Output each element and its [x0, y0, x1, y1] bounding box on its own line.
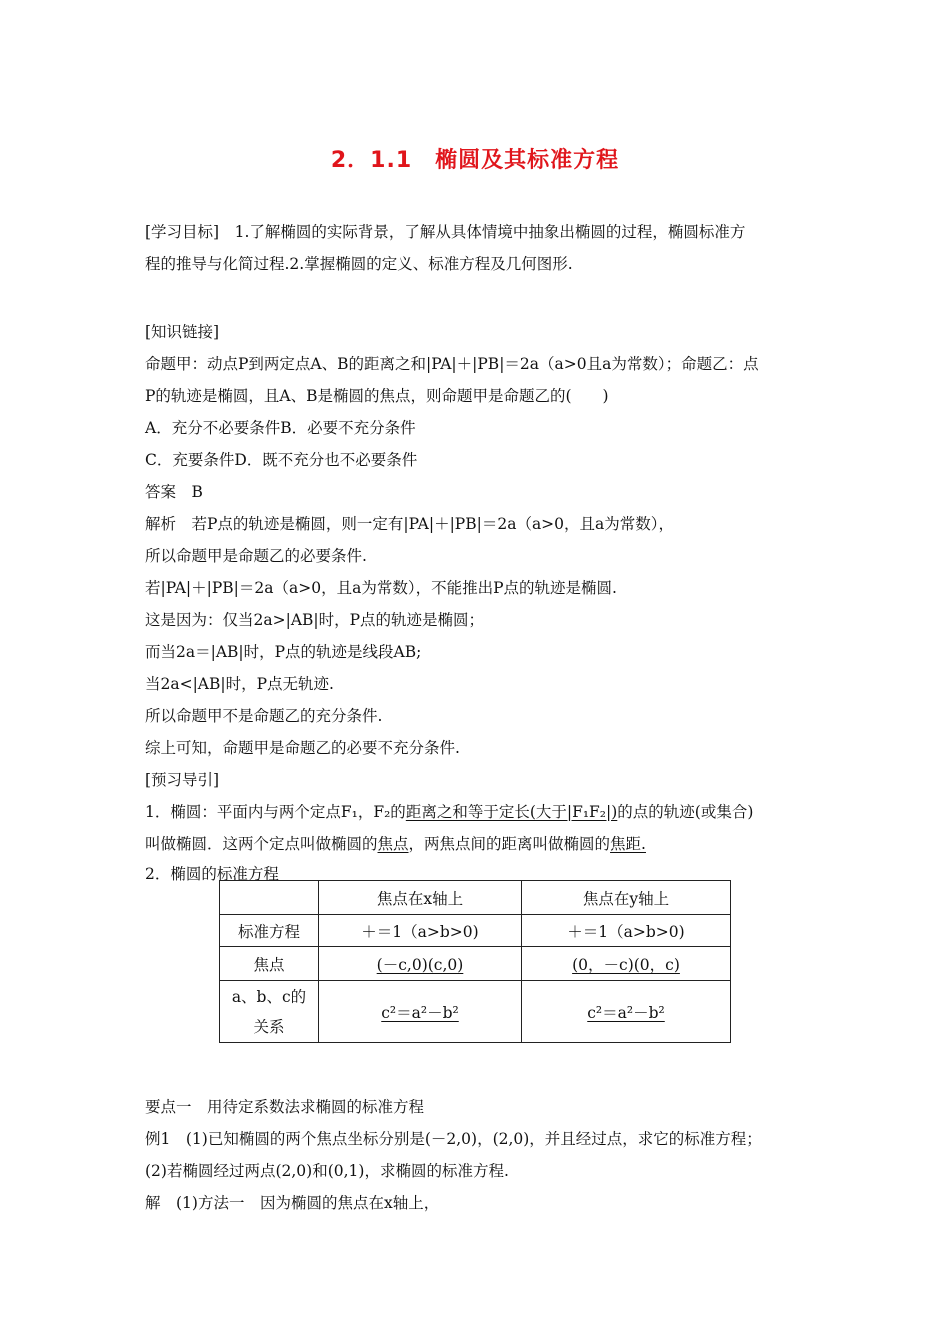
equation-y: ＋＝1（a>b>0)	[522, 915, 731, 947]
example-line-2: (2)若椭圆经过两点(2,0)和(0,1)，求椭圆的标准方程.	[145, 1162, 509, 1180]
preview-line-1	[145, 802, 753, 822]
keypoint-header: 要点一 用待定系数法求椭圆的标准方程	[145, 1098, 425, 1116]
analysis-line-7: 所以命题甲不是命题乙的充分条件.	[145, 707, 383, 725]
row-label-equation: 标准方程	[220, 915, 319, 947]
answer-line: 答案 B	[145, 483, 203, 501]
preview-header: [预习导引]	[145, 771, 220, 789]
options-cd: C．充要条件D．既不充分也不必要条件	[145, 451, 418, 469]
preview-text: ，两焦点间的距离叫做椭圆的	[408, 835, 611, 853]
relation-label-line-2: 关系	[253, 1017, 285, 1036]
relation-x-value: c²＝a²－b²	[381, 1003, 459, 1022]
equation-x: ＋＝1（a>b>0)	[319, 915, 522, 947]
focal-distance-blank: 焦距.	[610, 835, 646, 853]
definition-blank: 距离之和等于定长(大于|F₁F₂|)	[405, 803, 618, 821]
relation-x	[319, 981, 522, 1043]
knowledge-header: [知识链接]	[145, 323, 220, 341]
analysis-line-5: 而当2a＝|AB|时，P点的轨迹是线段AB;	[145, 643, 422, 661]
objectives-line-1: [学习目标] 1.了解椭圆的实际背景，了解从具体情境中抽象出椭圆的过程，椭圆标准方	[145, 223, 746, 241]
table-header-x: 焦点在x轴上	[319, 881, 522, 915]
row-label-relation	[220, 981, 319, 1043]
question-line-2: P的轨迹是椭圆，且A、B是椭圆的焦点，则命题甲是命题乙的( )	[145, 387, 609, 405]
analysis-line-1: 解析 若P点的轨迹是椭圆，则一定有|PA|＋|PB|＝2a（a>0，且a为常数），	[145, 515, 675, 533]
preview-text: 的点的轨迹(或集合)	[617, 803, 754, 821]
objectives-line-2: 程的推导与化简过程.2.掌握椭圆的定义、标准方程及几何图形.	[145, 255, 573, 273]
focus-blank: 焦点	[377, 835, 409, 853]
analysis-line-4: 这是因为：仅当2a>|AB|时，P点的轨迹是椭圆；	[145, 611, 485, 629]
preview-text: 叫做椭圆．这两个定点叫做椭圆的	[145, 835, 378, 853]
solution-line-1: 解 (1)方法一 因为椭圆的焦点在x轴上，	[145, 1194, 440, 1212]
analysis-line-8: 综上可知，命题甲是命题乙的必要不充分条件.	[145, 739, 460, 757]
row-label-foci: 焦点	[220, 947, 319, 981]
options-ab: A．充分不必要条件B．必要不充分条件	[145, 419, 416, 437]
table-corner-cell	[220, 881, 319, 915]
foci-y	[522, 947, 731, 981]
foci-x-value: (－c,0)(c,0)	[376, 955, 464, 974]
analysis-line-6: 当2a<|AB|时，P点无轨迹.	[145, 675, 334, 693]
analysis-line-2: 所以命题甲是命题乙的必要条件.	[145, 547, 367, 565]
foci-x	[319, 947, 522, 981]
preview-line-2	[145, 834, 646, 854]
page-title: 2．1.1 椭圆及其标准方程	[330, 148, 620, 173]
preview-text: 1．椭圆：平面内与两个定点F₁，F₂的	[145, 803, 406, 821]
relation-y-value: c²＝a²－b²	[587, 1003, 665, 1022]
example-line-1: 例1 (1)已知椭圆的两个焦点坐标分别是(－2,0)，(2,0)，并且经过点，求它的标准方程；	[145, 1130, 762, 1148]
foci-y-value: (0，－c)(0，c)	[572, 955, 680, 974]
standard-equation-table	[219, 880, 731, 1043]
preview-line-3: 2．椭圆的标准方程	[145, 865, 279, 883]
table-header-y: 焦点在y轴上	[522, 881, 731, 915]
question-line-1: 命题甲：动点P到两定点A、B的距离之和|PA|＋|PB|＝2a（a>0且a为常数）；命题乙：点	[145, 355, 759, 373]
relation-y	[522, 981, 731, 1043]
relation-label-line-1: a、b、c的	[231, 987, 307, 1006]
analysis-line-3: 若|PA|＋|PB|＝2a（a>0，且a为常数），不能推出P点的轨迹是椭圆.	[145, 579, 617, 597]
